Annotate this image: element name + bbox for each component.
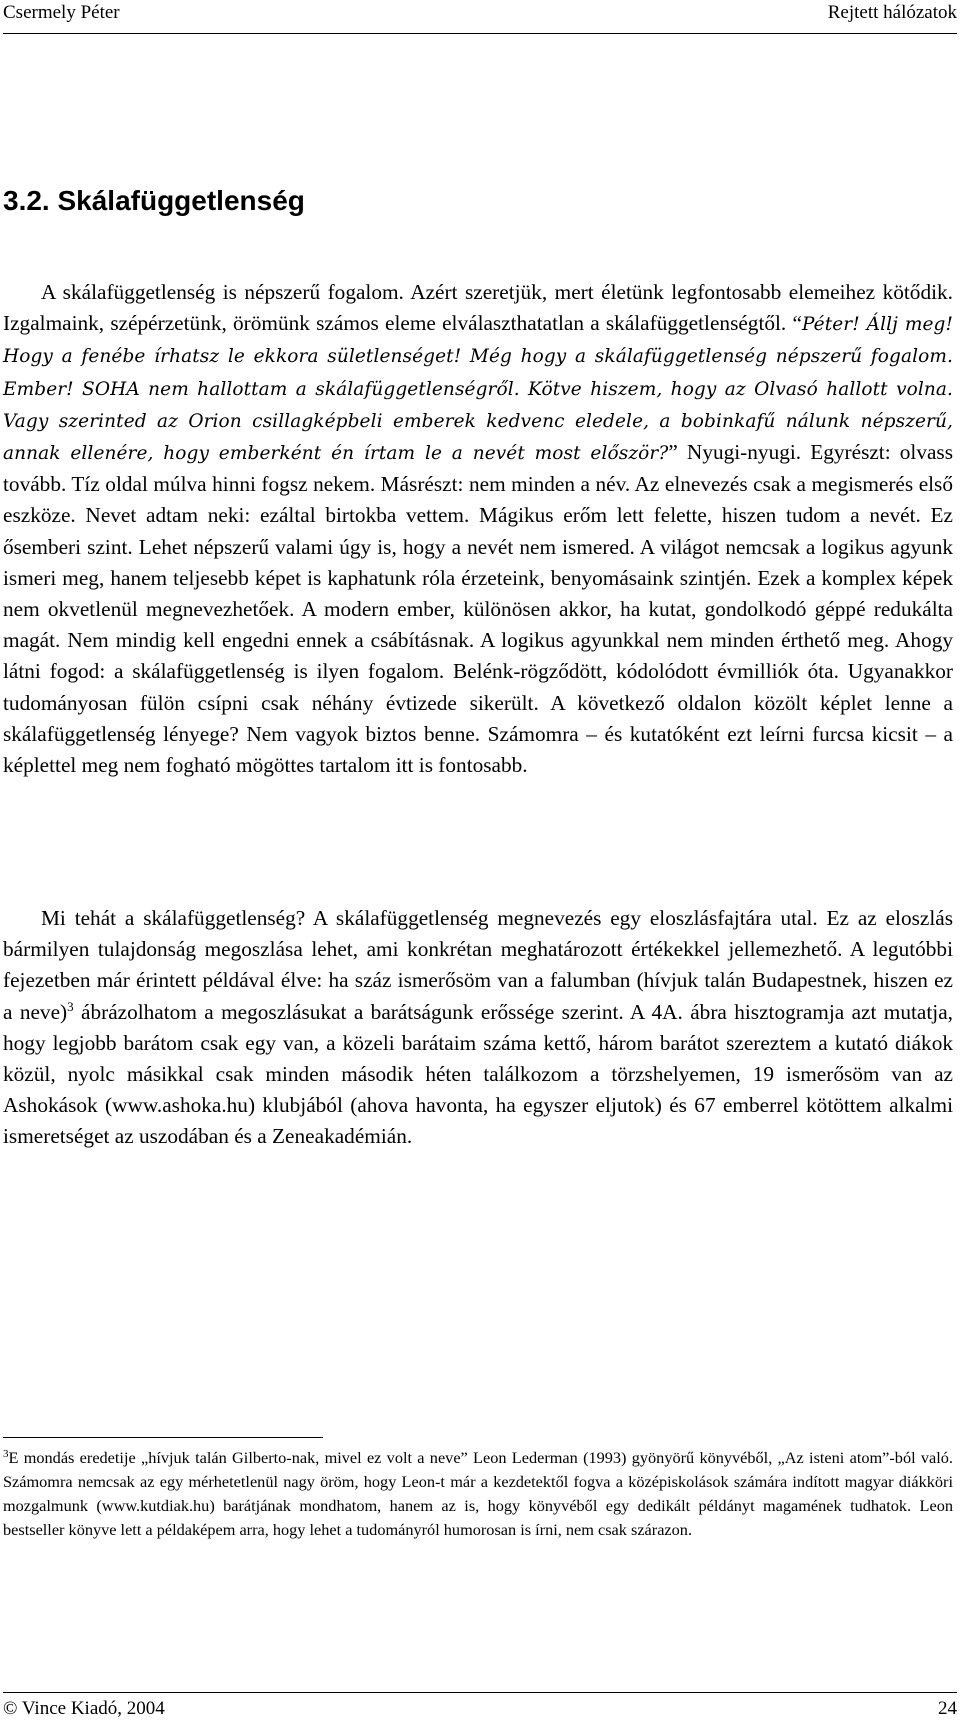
section-title: 3.2. Skálafüggetlenség <box>3 185 305 216</box>
header-book-title: Rejtett hálózatok <box>827 2 957 23</box>
footer-rule <box>3 1692 957 1693</box>
paragraph-2-after-note: ábrázolhatom a megoszlásukat a barátságunk erőssége szerint. A 4A. ábra hisztogramja azt mutatja, hogy legjobb barátom csak egy van, a közeli barátaim száma kettő, három barátot szereztem a kutató diákok közül, nyolc másikkal csak minden második héten találkozom a törzshelyemen, 19 ismerősöm van az Ashokások (www.ashoka.hu) klubjából (ahova havonta, ha egyszer eljutok) és 67 emberrel kötöttem alkalmi ismeretséget az uszodában és a Zeneakadémián. <box>3 999 953 1149</box>
paragraph-2 <box>3 903 953 1153</box>
page-number: 24 <box>938 1698 957 1719</box>
paragraph-2-before-note: Mi tehát a skálafüggetlenség? A skálafüggetlenség megnevezés egy eloszlásfajtára utal. Ez az eloszlás bármilyen tulajdonság megoszlása lehet, ami konkrétan meghatározott értékekkel jellemezhető. A legutóbbi fejezetben már érintett példával élve: ha száz ismerősöm van a falumban (hívjuk talán Budapestnek, hiszen ez a neve) <box>3 906 953 1024</box>
footnote-separator <box>3 1437 323 1438</box>
footnote-reference[interactable]: 3 <box>67 998 74 1014</box>
page-header <box>3 0 957 28</box>
footnote-number: 3 <box>3 1448 9 1460</box>
header-author: Csermely Péter <box>3 2 120 23</box>
paragraph-1-rest: ” Nyugi-nyugi. Egyrészt: olvass tovább. Tíz oldal múlva hinni fogsz nekem. Másrészt: nem minden a név. Az elnevezés csak a megismerés első eszköze. Nevet adtam neki: ezáltal birtokba vettem. Mágikus erőm lett felette, hiszen tudom a nevét. Ez ősemberi szint. Lehet népszerű valami úgy is, hogy a nevét nem ismered. A világot nemcsak a logikus agyunk ismeri meg, hanem teljesebb képet is kaphatunk róla érzeteink, benyomásaink szintjén. Ezek a komplex képek nem okvetlenül megnevezhetőek. A modern ember, különösen akkor, ha kutat, gondolkodó géppé redukálta magát. Nem mindig kell engedni ennek a csábításnak. A logikus agyunkkal nem minden érthető meg. Ahogy látni fogod: a skálafüggetlenség is ilyen fogalom. Belénk-rögződött, kódolódott évmilliók óta. Ugyanakkor tudományosan fülön csípni csak néhány évtizede sikerült. A következő oldalon közölt képlet lenne a skálafüggetlenség lényege? Nem vagyok biztos benne. Számomra – és kutatóként ezt leírni furcsa kicsit – a képlettel meg nem fogható mögöttes tartalom itt is fontosabb. <box>3 440 953 778</box>
paragraph-1-intro: A skálafüggetlenség is népszerű fogalom. Azért szeretjük, mert életünk legfontosabb elemeihez kötődik. Izgalmaink, szépérzetünk, örömünk számos eleme elválaszthatatlan a skálafüggetlenségtől. “ <box>3 280 953 336</box>
footnote <box>3 1446 953 1542</box>
footer-copyright: © Vince Kiadó, 2004 <box>3 1698 165 1719</box>
header-rule <box>3 33 957 34</box>
footnote-text: E mondás eredetije „hívjuk talán Gilberto-nak, mivel ez volt a neve” Leon Lederman (1993) gyönyörű könyvéből, „Az isteni atom”-ból való. Számomra nemcsak az egy mérhetetlenül nagy öröm, hogy Leon-t már a kezdetektől fogva a középiskolások számára indított magyar diákköri mozgalmunk (www.kutdiak.hu) barátjának mondhatom, hanem az is, hogy könyvéből egy dedikált példányt magamének tudhatok. Leon bestseller könyve lett a példaképem arra, hogy lehet a tudományról humorosan is írni, nem csak szárazon. <box>3 1448 953 1539</box>
paragraph-1 <box>3 277 953 781</box>
paragraph-1-dialogue: Péter! Állj meg! Hogy a fenébe írhatsz le ekkora sületlenséget! Még hogy a skálafüggetlenség népszerű fogalom. Ember! SOHA nem hallottam a skálafüggetlenségről. Kötve hiszem, hogy az Olvasó hallott volna. Vagy szerinted az Orion csillagképbeli emberek kedvenc eledele, a bobinkafű nálunk népszerű, annak ellenére, hogy emberként én írtam le a nevét most először? <box>3 314 953 465</box>
